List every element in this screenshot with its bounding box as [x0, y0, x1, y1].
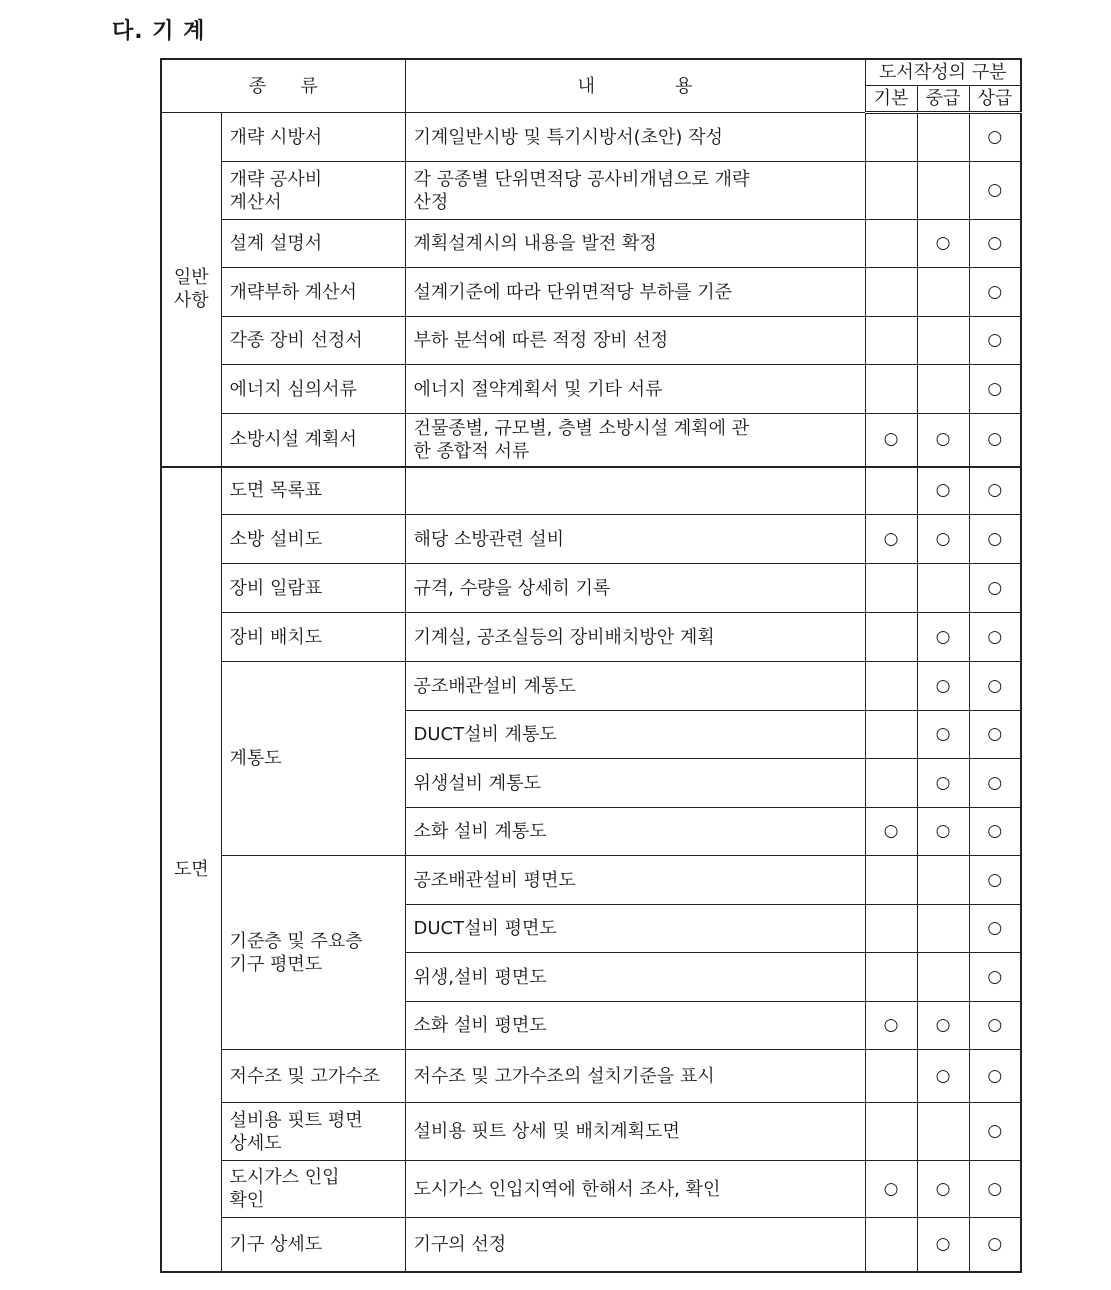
mark-empty: [917, 564, 969, 613]
content-cell: 해당 소방관련 설비: [405, 515, 865, 564]
mark-circle: ○: [917, 515, 969, 564]
drawing-requirements-table: [160, 58, 1022, 1273]
table-row: [161, 515, 1021, 564]
section-heading: 다. 기 계: [112, 19, 206, 44]
table-row: [161, 113, 1021, 162]
table-row: [161, 467, 1021, 515]
header-level-advanced: 상급: [969, 86, 1021, 113]
content-cell: 설계기준에 따라 단위면적당 부하를 기준: [405, 268, 865, 317]
type-cell: 설계 설명서: [221, 220, 405, 268]
mark-circle: ○: [969, 1218, 1021, 1272]
type-cell: 기준층 및 주요층 기구 평면도: [221, 856, 405, 1050]
mark-circle: ○: [865, 808, 917, 856]
content-cell: 저수조 및 고가수조의 설치기준을 표시: [405, 1050, 865, 1103]
mark-circle: ○: [969, 162, 1021, 220]
mark-circle: ○: [917, 1002, 969, 1050]
mark-empty: [865, 467, 917, 515]
mark-empty: [917, 856, 969, 905]
mark-circle: ○: [969, 220, 1021, 268]
mark-empty: [865, 268, 917, 317]
header-level-intermediate: 중급: [917, 86, 969, 113]
content-cell: 부하 분석에 따른 적정 장비 선정: [405, 317, 865, 365]
mark-circle: ○: [969, 414, 1021, 467]
content-cell: 규격, 수량을 상세히 기록: [405, 564, 865, 613]
mark-empty: [865, 162, 917, 220]
mark-empty: [917, 113, 969, 162]
mark-circle: ○: [865, 414, 917, 467]
mark-circle: ○: [969, 759, 1021, 808]
content-cell: 건물종별, 규모별, 층별 소방시설 계획에 관 한 종합적 서류: [405, 414, 865, 467]
content-cell: 위생,설비 평면도: [405, 953, 865, 1002]
mark-circle: ○: [969, 365, 1021, 414]
mark-circle: ○: [969, 1002, 1021, 1050]
content-cell: 설비용 핏트 상세 및 배치계획도면: [405, 1103, 865, 1161]
table-row: [161, 414, 1021, 467]
content-cell: 공조배관설비 계통도: [405, 662, 865, 711]
content-cell: 도시가스 인입지역에 한해서 조사, 확인: [405, 1161, 865, 1218]
mark-empty: [865, 365, 917, 414]
content-cell: 기계일반시방 및 특기시방서(초안) 작성: [405, 113, 865, 162]
type-cell: 도면 목록표: [221, 467, 405, 515]
mark-empty: [865, 953, 917, 1002]
header-type: 종 류: [161, 59, 405, 113]
mark-empty: [865, 1103, 917, 1161]
header-level-basic: 기본: [865, 86, 917, 113]
mark-circle: ○: [917, 711, 969, 759]
table-row: [161, 856, 1021, 905]
mark-empty: [865, 856, 917, 905]
table-row: [161, 1218, 1021, 1272]
table-row: [161, 162, 1021, 220]
content-cell: [405, 467, 865, 515]
table-row: [161, 1050, 1021, 1103]
mark-circle: ○: [969, 268, 1021, 317]
category-cell: 도면: [161, 467, 221, 1272]
content-cell: DUCT설비 평면도: [405, 905, 865, 953]
mark-empty: [865, 905, 917, 953]
mark-empty: [917, 268, 969, 317]
mark-empty: [865, 220, 917, 268]
mark-empty: [865, 317, 917, 365]
mark-circle: ○: [865, 1161, 917, 1218]
mark-circle: ○: [969, 1050, 1021, 1103]
mark-circle: ○: [969, 613, 1021, 662]
content-cell: DUCT설비 계통도: [405, 711, 865, 759]
header-content: 내 용: [405, 59, 865, 113]
mark-empty: [865, 113, 917, 162]
mark-empty: [917, 162, 969, 220]
mark-circle: ○: [917, 220, 969, 268]
mark-circle: ○: [969, 711, 1021, 759]
type-cell: 개략 시방서: [221, 113, 405, 162]
mark-empty: [865, 711, 917, 759]
content-cell: 에너지 절약계획서 및 기타 서류: [405, 365, 865, 414]
mark-circle: ○: [969, 113, 1021, 162]
type-cell: 설비용 핏트 평면 상세도: [221, 1103, 405, 1161]
mark-empty: [865, 1050, 917, 1103]
mark-circle: ○: [917, 808, 969, 856]
type-cell: 개략 공사비 계산서: [221, 162, 405, 220]
mark-circle: ○: [917, 662, 969, 711]
mark-circle: ○: [969, 564, 1021, 613]
type-cell: 에너지 심의서류: [221, 365, 405, 414]
content-cell: 각 공종별 단위면적당 공사비개념으로 개략 산정: [405, 162, 865, 220]
content-cell: 계획설계시의 내용을 발전 확정: [405, 220, 865, 268]
mark-circle: ○: [917, 613, 969, 662]
mark-circle: ○: [969, 317, 1021, 365]
category-cell: 일반 사항: [161, 113, 221, 467]
mark-circle: ○: [969, 467, 1021, 515]
mark-circle: ○: [917, 1050, 969, 1103]
mark-circle: ○: [969, 905, 1021, 953]
header-division: 도서작성의 구분: [865, 59, 1021, 86]
content-cell: 공조배관설비 평면도: [405, 856, 865, 905]
type-cell: 도시가스 인입 확인: [221, 1161, 405, 1218]
type-cell: 계통도: [221, 662, 405, 856]
mark-empty: [865, 564, 917, 613]
type-cell: 기구 상세도: [221, 1218, 405, 1272]
mark-empty: [865, 662, 917, 711]
mark-empty: [865, 1218, 917, 1272]
mark-empty: [917, 365, 969, 414]
table-row: [161, 1103, 1021, 1161]
mark-circle: ○: [917, 467, 969, 515]
mark-circle: ○: [969, 1103, 1021, 1161]
mark-empty: [865, 759, 917, 808]
table-row: [161, 317, 1021, 365]
type-cell: 각종 장비 선정서: [221, 317, 405, 365]
mark-empty: [917, 953, 969, 1002]
content-cell: 소화 설비 평면도: [405, 1002, 865, 1050]
content-cell: 소화 설비 계통도: [405, 808, 865, 856]
mark-circle: ○: [969, 953, 1021, 1002]
type-cell: 장비 배치도: [221, 613, 405, 662]
table-row: [161, 365, 1021, 414]
type-cell: 장비 일람표: [221, 564, 405, 613]
table-row: [161, 1161, 1021, 1218]
table-row: [161, 268, 1021, 317]
mark-empty: [917, 317, 969, 365]
content-cell: 기계실, 공조실등의 장비배치방안 계획: [405, 613, 865, 662]
mark-circle: ○: [969, 1161, 1021, 1218]
mark-circle: ○: [917, 759, 969, 808]
content-cell: 위생설비 계통도: [405, 759, 865, 808]
table-row: [161, 220, 1021, 268]
mark-circle: ○: [969, 515, 1021, 564]
mark-circle: ○: [865, 1002, 917, 1050]
mark-circle: ○: [917, 1161, 969, 1218]
mark-circle: ○: [865, 515, 917, 564]
type-cell: 개략부하 계산서: [221, 268, 405, 317]
table-row: [161, 613, 1021, 662]
mark-circle: ○: [969, 662, 1021, 711]
mark-circle: ○: [969, 808, 1021, 856]
mark-circle: ○: [917, 1218, 969, 1272]
type-cell: 소방 설비도: [221, 515, 405, 564]
mark-empty: [917, 905, 969, 953]
mark-empty: [917, 1103, 969, 1161]
type-cell: 저수조 및 고가수조: [221, 1050, 405, 1103]
mark-circle: ○: [969, 856, 1021, 905]
mark-empty: [865, 613, 917, 662]
table-body: [161, 113, 1021, 1272]
content-cell: 기구의 선정: [405, 1218, 865, 1272]
table-row: [161, 564, 1021, 613]
type-cell: 소방시설 계획서: [221, 414, 405, 467]
table-row: [161, 662, 1021, 711]
mark-circle: ○: [917, 414, 969, 467]
